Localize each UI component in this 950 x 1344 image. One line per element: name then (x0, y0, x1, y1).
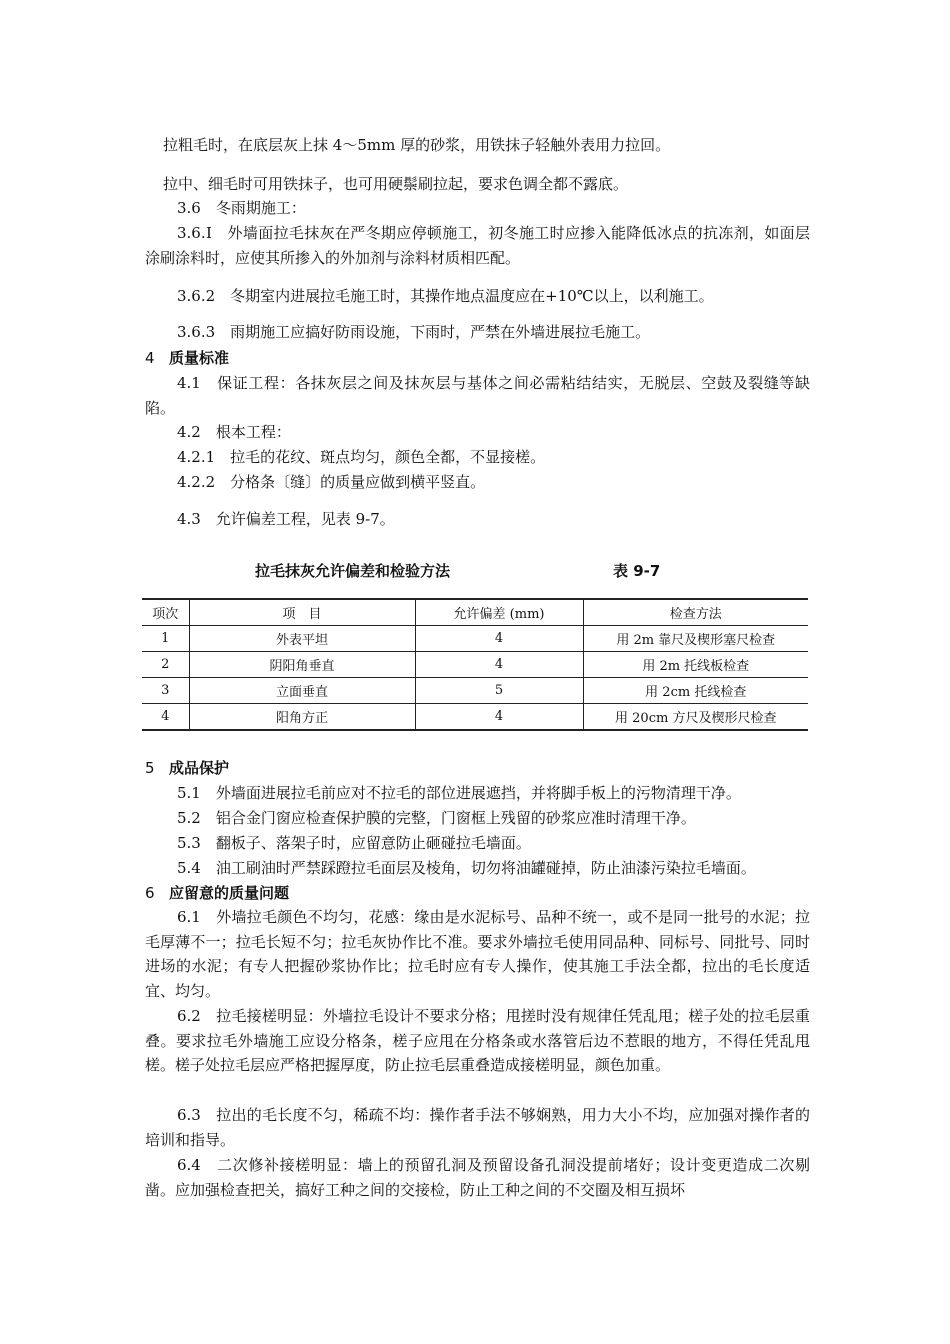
heading-quality-issues: 6 应留意的质量问题 (145, 884, 290, 902)
section-4-2-1: 4.2.1 拉毛的花纹、斑点均匀，颜色全都，不显接槎。 (177, 448, 546, 466)
table-row (142, 626, 808, 652)
tolerance-table (142, 598, 808, 731)
section-3-6-1: 3.6.Ⅰ 外墙面拉毛抹灰在严冬期应停顿施工，初冬施工时应掺入能降低冰点的抗冻剂，如面层涂刷涂料时，应使其所掺入的外加剂与涂料材质相匹配。 (145, 224, 810, 267)
table-number: 表 9-7 (613, 562, 661, 580)
cell-method: 用 2m 靠尺及楔形塞尺检查 (583, 626, 808, 652)
cell-method: 用 2cm 托线检查 (583, 678, 808, 704)
paragraph-fine-pull: 拉中、细毛时可用铁抹子，也可用硬鬃刷拉起，要求色调全都不露底。 (163, 175, 629, 193)
cell-index: 3 (142, 678, 189, 704)
cell-tolerance: 4 (415, 704, 583, 731)
section-6-1: 6.1 外墙拉毛颜色不均匀，花感：缘由是水泥标号、品种不统一，或不是同一批号的水泥；拉毛厚薄不一；拉毛长短不匀；拉毛灰协作比不准。要求外墙拉毛使用同品种、同标号、同批号、同时进场的水泥；有专人把握砂浆协作比；拉毛时应有专人操作，使其施工手法全都，拉出的毛长度适宜、均匀。 (145, 908, 810, 1000)
section-4-3: 4.3 允许偏差工程，见表 9-7。 (177, 510, 395, 528)
cell-tolerance: 4 (415, 652, 583, 678)
section-6-4: 6.4 二次修补接槎明显：墙上的预留孔洞及预留设备孔洞没提前堵好；设计变更造成二次剔凿。应加强检查把关，搞好工种之间的交接检，防止工种之间的不交圈及相互损坏 (145, 1156, 810, 1199)
cell-tolerance: 4 (415, 626, 583, 652)
header-item: 项 目 (189, 599, 415, 626)
header-method: 检查方法 (583, 599, 808, 626)
section-6-2: 6.2 拉毛接槎明显：外墙拉毛设计不要求分格；甩搓时没有规律任凭乱甩；槎子处的拉毛层重叠。要求拉毛外墙施工应设分格条，槎子应甩在分格条或水落管后边不惹眼的地方，不得任凭乱甩槎。槎子处拉毛层应严格把握厚度，防止拉毛层重叠造成接槎明显，颜色加重。 (145, 1007, 810, 1074)
cell-index: 2 (142, 652, 189, 678)
table-row (142, 678, 808, 704)
heading-product-protection: 5 成品保护 (145, 759, 230, 777)
section-5-2: 5.2 铝合金门窗应检查保护膜的完整，门窗框上残留的砂浆应准时清理干净。 (177, 809, 696, 827)
section-5-3: 5.3 翻板子、落架子时，应留意防止砸碰拉毛墙面。 (177, 834, 531, 852)
section-3-6-title: 3.6 冬雨期施工： (177, 199, 306, 217)
cell-method: 用 2m 托线板检查 (583, 652, 808, 678)
header-index: 项次 (142, 599, 189, 626)
cell-item: 阳角方正 (189, 704, 415, 731)
table-row (142, 652, 808, 678)
paragraph-coarse-pull: 拉粗毛时，在底层灰上抹 4～5mm 厚的砂浆，用铁抹子轻触外表用力拉回。 (163, 136, 671, 154)
cell-item: 立面垂直 (189, 678, 415, 704)
table-row (142, 704, 808, 731)
section-3-6-2: 3.6.2 冬期室内进展拉毛施工时，其操作地点温度应在+10℃以上，以利施工。 (177, 287, 714, 305)
section-4-2: 4.2 根本工程： (177, 423, 291, 441)
section-4-2-2: 4.2.2 分格条〔缝〕的质量应做到横平竖直。 (177, 473, 486, 491)
section-4-1: 4.1 保证工程：各抹灰层之间及抹灰层与基体之间必需粘结结实，无脱层、空鼓及裂缝等缺陷。 (145, 374, 810, 417)
cell-method: 用 20cm 方尺及楔形尺检查 (583, 704, 808, 731)
cell-item: 阴阳角垂直 (189, 652, 415, 678)
header-tolerance: 允许偏差 (mm) (415, 599, 583, 626)
table-header-row (142, 599, 808, 626)
section-3-6-3: 3.6.3 雨期施工应搞好防雨设施，下雨时，严禁在外墙进展拉毛施工。 (177, 323, 651, 341)
section-6-3: 6.3 拉出的毛长度不匀，稀疏不均：操作者手法不够娴熟，用力大小不均，应加强对操作者的培训和指导。 (145, 1106, 810, 1149)
cell-tolerance: 5 (415, 678, 583, 704)
table-caption: 拉毛抹灰允许偏差和检验方法 (255, 562, 451, 580)
cell-index: 4 (142, 704, 189, 731)
section-5-1: 5.1 外墙面进展拉毛前应对不拉毛的部位进展遮挡，并将脚手板上的污物清理干净。 (177, 784, 741, 802)
heading-quality-standard: 4 质量标准 (145, 349, 230, 367)
cell-item: 外表平坦 (189, 626, 415, 652)
section-5-4: 5.4 油工刷油时严禁踩蹬拉毛面层及棱角，切勿将油罐碰掉，防止油漆污染拉毛墙面。 (177, 859, 756, 877)
cell-index: 1 (142, 626, 189, 652)
